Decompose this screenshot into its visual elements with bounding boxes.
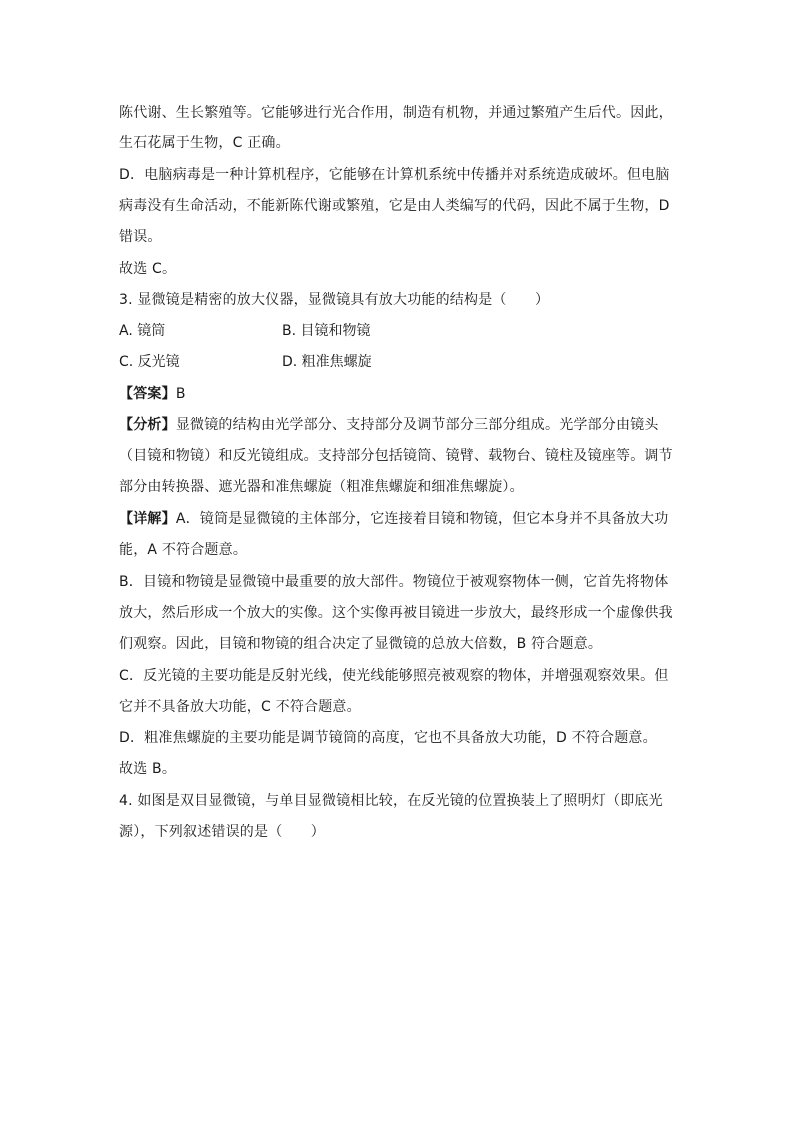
option-d-explanation: D．电脑病毒是一种计算机程序，它能够在计算机系统中传播并对系统造成破坏。但电脑 — [119, 167, 670, 183]
text-line: 病毒没有生命活动，不能新陈代谢或繁殖，它是由人类编写的代码，因此不属于生物，D — [119, 198, 670, 214]
answer-line — [119, 384, 186, 404]
option-b: B. 目镜和物镜 — [282, 323, 371, 339]
text-line: 部分由转换器、遮光器和准焦螺旋（粗准焦螺旋和细准焦螺旋）。 — [119, 479, 524, 495]
analysis-text: 显微镜的结构由光学部分、支持部分及调节部分三部分组成。光学部分由镜头 — [175, 417, 659, 433]
answer-value: B — [175, 386, 186, 402]
analysis-line — [119, 415, 659, 435]
text-line: 它并不具备放大功能，C 不符合题意。 — [119, 699, 361, 715]
text-line: 源），下列叙述错误的是（ ） — [119, 824, 325, 840]
conclusion-line: 故选 C。 — [119, 261, 177, 277]
text-line: 们观察。因此，目镜和物镜的组合决定了显微镜的总放大倍数，B 符合题意。 — [119, 636, 603, 652]
option-b-explanation: B．目镜和物镜是显微镜中最重要的放大部件。物镜位于被观察物体一侧，它首先将物体 — [119, 574, 669, 590]
text-line: 陈代谢、生长繁殖等。它能够进行光合作用，制造有机物，并通过繁殖产生后代。因此， — [119, 105, 673, 121]
option-c: C. 反光镜 — [119, 354, 180, 370]
detail-text: A．镜筒是显微镜的主体部分，它连接着目镜和物镜，但它本身并不具备放大功 — [175, 511, 669, 527]
question-3-stem: 3. 显微镜是精密的放大仪器，显微镜具有放大功能的结构是（ ） — [119, 292, 550, 308]
option-d-explanation: D．粗准焦螺旋的主要功能是调节镜筒的高度，它也不具备放大功能，D 不符合题意。 — [119, 730, 657, 746]
text-line: 能，A 不符合题意。 — [119, 542, 248, 558]
text-line: 错误。 — [119, 229, 162, 245]
text-line: 生石花属于生物，C 正确。 — [119, 135, 290, 151]
detail-label: 【详解】 — [119, 511, 176, 527]
option-c-explanation: C．反光镜的主要功能是反射光线，使光线能够照亮被观察的物体，并增强观察效果。但 — [119, 668, 669, 684]
detail-line — [119, 509, 668, 529]
option-d: D. 粗准焦螺旋 — [282, 354, 372, 370]
analysis-label: 【分析】 — [119, 417, 176, 433]
option-a: A. 镜筒 — [119, 323, 166, 339]
question-4-stem: 4. 如图是双目显微镜，与单目显微镜相比较，在反光镜的位置换装上了照明灯（即底光 — [119, 793, 663, 809]
text-line: 放大，然后形成一个放大的实像。这个实像再被目镜进一步放大，最终形成一个虚像供我 — [119, 605, 673, 621]
text-line: （目镜和物镜）和反光镜组成。支持部分包括镜筒、镜臂、载物台、镜柱及镜座等。调节 — [119, 448, 673, 464]
conclusion-line: 故选 B。 — [119, 761, 177, 777]
answer-label: 【答案】 — [119, 386, 176, 402]
